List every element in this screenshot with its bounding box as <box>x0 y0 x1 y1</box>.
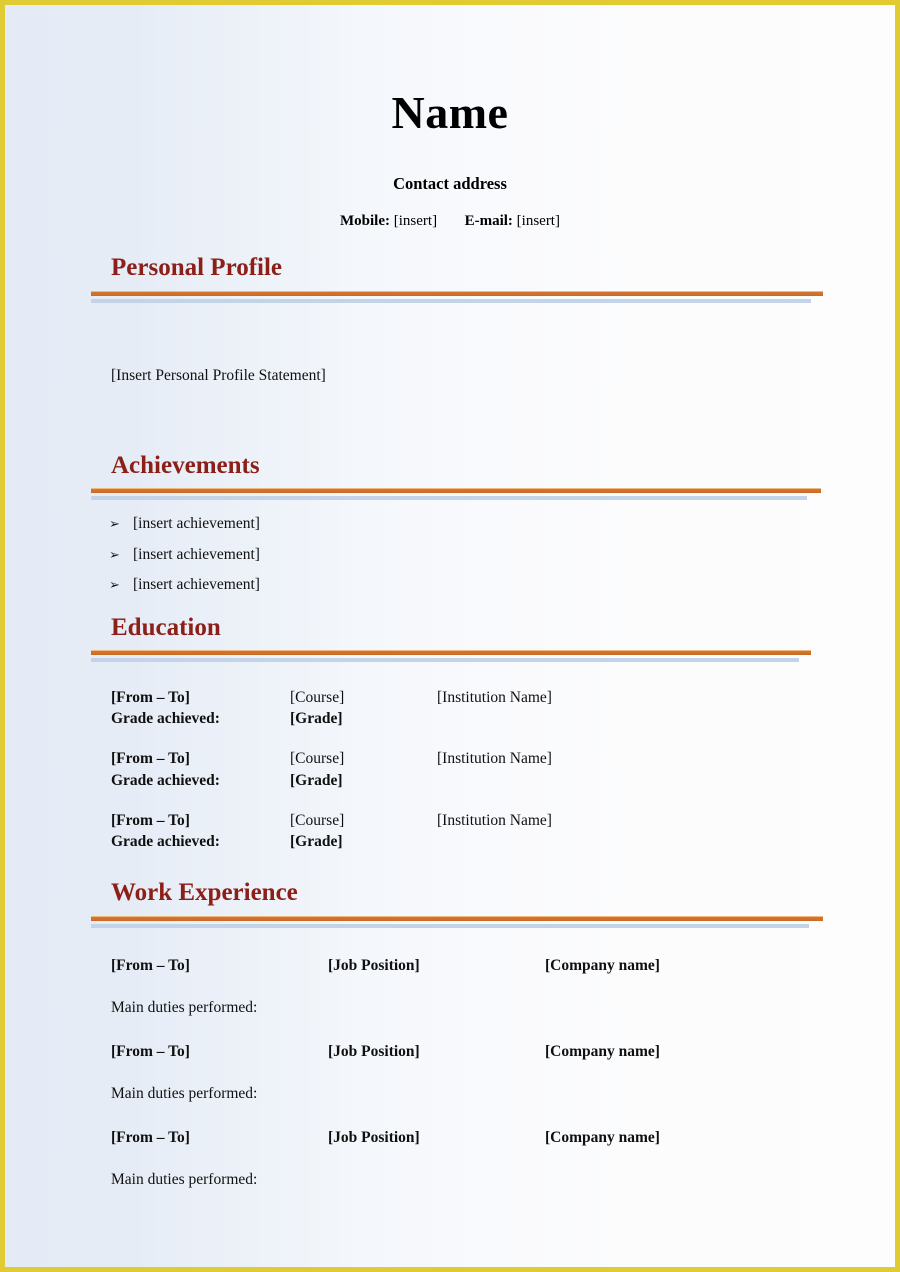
education-institution: [Institution Name] <box>437 750 552 768</box>
page-title: Name <box>391 87 509 138</box>
rule-orange-line <box>91 650 811 655</box>
education-dates: [From – To] <box>111 688 190 706</box>
work-dates: [From – To] <box>111 1128 190 1146</box>
education-grade-value: [Grade] <box>290 833 343 851</box>
arrow-bullet-icon: ➢ <box>109 546 120 562</box>
education-grade-value: [Grade] <box>290 709 343 727</box>
education-grade-label: Grade achieved: <box>111 709 220 727</box>
work-duties-label: Main duties performed: <box>111 1171 258 1189</box>
section-rule-achievements <box>91 488 895 499</box>
email-value: [insert] <box>516 212 560 229</box>
contact-address-label: Contact address <box>393 174 507 193</box>
work-entry-main-row <box>111 1044 895 1060</box>
education-entry-main-row <box>111 810 895 831</box>
education-grade-label: Grade achieved: <box>111 771 220 789</box>
section-heading-personal-profile: Personal Profile <box>111 253 283 281</box>
rule-orange-line <box>91 916 823 921</box>
work-position: [Job Position] <box>328 956 420 974</box>
list-item[interactable] <box>5 547 895 578</box>
work-company: [Company name] <box>545 1128 660 1146</box>
contact-details-line <box>5 193 895 229</box>
education-entry-main-row <box>111 687 895 708</box>
rule-orange-line <box>91 488 821 493</box>
education-entry-main-row <box>111 748 895 769</box>
mobile-label: Mobile: <box>340 212 390 229</box>
education-entry-grade-row <box>111 770 895 791</box>
achievement-text: [insert achievement] <box>133 576 260 593</box>
list-item[interactable] <box>5 577 895 593</box>
work-duties-label: Main duties performed: <box>111 999 258 1017</box>
work-entry[interactable] <box>5 958 895 1016</box>
education-course: [Course] <box>290 812 345 829</box>
education-dates: [From – To] <box>111 812 190 829</box>
education-grade-value: [Grade] <box>290 771 343 789</box>
work-entry-main-row <box>111 958 895 974</box>
section-rule-personal-profile <box>91 291 895 302</box>
education-institution: [Institution Name] <box>437 688 552 706</box>
document-body <box>5 5 895 1267</box>
rule-blue-line <box>91 658 799 662</box>
section-heading-education: Education <box>111 613 221 641</box>
work-position: [Job Position] <box>328 1042 420 1060</box>
arrow-bullet-icon: ➢ <box>109 577 120 592</box>
work-dates: [From – To] <box>111 1042 190 1060</box>
section-rule-education <box>91 650 895 661</box>
arrow-bullet-icon: ➢ <box>109 516 120 531</box>
section-rule-work-experience <box>91 916 895 927</box>
work-dates: [From – To] <box>111 956 190 974</box>
work-position: [Job Position] <box>328 1128 420 1146</box>
education-entry[interactable] <box>5 729 895 791</box>
work-entry[interactable] <box>5 1016 895 1102</box>
education-entry-grade-row <box>111 831 895 852</box>
rule-blue-line <box>91 299 811 303</box>
section-heading-work-experience: Work Experience <box>111 878 298 906</box>
education-entry-grade-row <box>111 708 895 729</box>
rule-blue-line <box>91 496 807 500</box>
education-entry[interactable] <box>5 791 895 853</box>
rule-orange-line <box>91 291 823 296</box>
education-entry[interactable] <box>5 687 895 730</box>
education-institution: [Institution Name] <box>437 812 552 829</box>
section-heading-achievements: Achievements <box>111 452 260 479</box>
list-item[interactable] <box>5 516 895 547</box>
work-company: [Company name] <box>545 1042 660 1060</box>
work-company: [Company name] <box>545 956 660 974</box>
education-course: [Course] <box>290 750 345 768</box>
email-label: E-mail: <box>464 212 513 229</box>
achievement-text: [insert achievement] <box>133 515 260 532</box>
achievements-list <box>5 499 895 593</box>
rule-blue-line <box>91 924 809 928</box>
work-duties-label: Main duties performed: <box>111 1085 258 1103</box>
achievement-text: [insert achievement] <box>133 545 260 563</box>
personal-profile-statement[interactable]: [Insert Personal Profile Statement] <box>111 366 326 384</box>
mobile-value: [insert] <box>393 212 438 229</box>
education-dates: [From – To] <box>111 750 190 768</box>
work-entry[interactable] <box>5 1102 895 1188</box>
education-grade-label: Grade achieved: <box>111 833 220 851</box>
work-entry-main-row <box>111 1130 895 1146</box>
education-course: [Course] <box>290 688 345 706</box>
